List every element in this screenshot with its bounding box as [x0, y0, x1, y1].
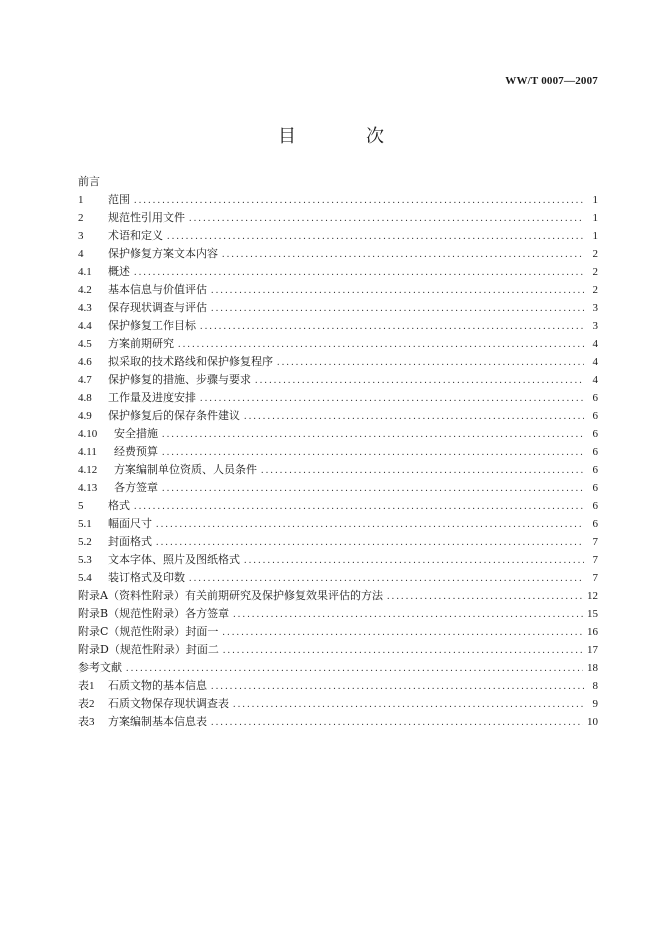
toc-entry-title: 方案编制基本信息表 — [108, 715, 207, 728]
toc-entry-page: 16 — [587, 626, 598, 638]
toc-entry-title: 石质文物保存现状调查表 — [108, 697, 229, 710]
toc-entry[interactable] — [78, 641, 598, 659]
toc-entry[interactable] — [78, 317, 598, 335]
toc-entry-title: 术语和定义 — [108, 229, 163, 242]
toc-entry-title: 方案前期研究 — [108, 337, 174, 350]
toc-entry[interactable] — [78, 587, 598, 605]
toc-entry-number: 4.13 — [78, 482, 98, 494]
toc-entry-title: 附录D（规范性附录）封面二 — [78, 643, 219, 656]
toc-leader-dots — [223, 645, 583, 656]
toc-entry[interactable] — [78, 659, 598, 677]
toc-leader-dots — [261, 465, 584, 476]
toc-entry[interactable] — [78, 191, 598, 209]
toc-leader-dots — [277, 357, 584, 368]
toc-entry-page: 7 — [592, 554, 598, 566]
toc-entry-number: 2 — [78, 212, 84, 224]
toc-entry-title: 格式 — [108, 499, 130, 512]
toc-entry-title: 基本信息与价值评估 — [108, 283, 207, 296]
toc-leader-dots — [211, 681, 584, 692]
toc-entry-title: 工作量及进度安排 — [108, 391, 196, 404]
toc-entry-page: 6 — [592, 410, 598, 422]
toc-entry-title: 各方签章 — [114, 481, 158, 494]
toc-entry-page: 2 — [592, 284, 598, 296]
toc-entry-number: 表3 — [78, 716, 95, 728]
toc-leader-dots — [167, 231, 584, 242]
toc-leader-dots — [233, 609, 583, 620]
toc-entry[interactable] — [78, 371, 598, 389]
toc-entry[interactable] — [78, 551, 598, 569]
toc-entry-number: 表1 — [78, 680, 95, 692]
toc-entry-number: 4.9 — [78, 410, 92, 422]
toc-entry-title: 装订格式及印数 — [108, 571, 185, 584]
toc-entry[interactable] — [78, 281, 598, 299]
toc-entry[interactable] — [78, 407, 598, 425]
toc-entry-page: 15 — [587, 608, 598, 620]
toc-entry-page: 6 — [592, 446, 598, 458]
table-of-contents — [78, 191, 598, 731]
toc-entry-number: 4.2 — [78, 284, 92, 296]
toc-entry[interactable] — [78, 263, 598, 281]
toc-entry-title: 石质文物的基本信息 — [108, 679, 207, 692]
toc-leader-dots — [162, 429, 584, 440]
toc-entry-page: 4 — [592, 356, 598, 368]
toc-entry[interactable] — [78, 227, 598, 245]
toc-entry-number: 1 — [78, 194, 84, 206]
toc-entry-page: 8 — [592, 680, 598, 692]
toc-entry-page: 12 — [587, 590, 598, 602]
toc-entry-page: 3 — [592, 320, 598, 332]
toc-entry[interactable] — [78, 605, 598, 623]
toc-entry-page: 4 — [592, 374, 598, 386]
toc-leader-dots — [222, 249, 584, 260]
toc-entry-number: 3 — [78, 230, 84, 242]
toc-entry-number: 5.2 — [78, 536, 92, 548]
toc-entry-title: 保存现状调查与评估 — [108, 301, 207, 314]
toc-entry[interactable] — [78, 299, 598, 317]
toc-entry-page: 2 — [592, 266, 598, 278]
toc-leader-dots — [178, 339, 584, 350]
toc-leader-dots — [211, 303, 584, 314]
toc-leader-dots — [211, 717, 583, 728]
toc-entry-number: 4.8 — [78, 392, 92, 404]
toc-item-preface[interactable]: 前言 — [78, 175, 100, 188]
toc-entry-title: 附录C（规范性附录）封面一 — [78, 625, 219, 638]
toc-entry-page: 6 — [592, 482, 598, 494]
toc-entry-page: 3 — [592, 302, 598, 314]
toc-entry-number: 5.4 — [78, 572, 92, 584]
toc-leader-dots — [134, 501, 584, 512]
toc-entry-number: 4.11 — [78, 446, 97, 458]
toc-leader-dots — [189, 573, 584, 584]
toc-leader-dots — [134, 195, 584, 206]
toc-entry-title: 附录B（规范性附录）各方签章 — [78, 607, 230, 620]
toc-entry[interactable] — [78, 623, 598, 641]
toc-entry-title: 安全措施 — [114, 427, 158, 440]
toc-entry-title: 保护修复的措施、步骤与要求 — [108, 373, 251, 386]
toc-entry-number: 表2 — [78, 698, 95, 710]
toc-entry-number: 4 — [78, 248, 84, 260]
toc-entry-page: 6 — [592, 392, 598, 404]
toc-leader-dots — [126, 663, 583, 674]
toc-leader-dots — [244, 411, 584, 422]
toc-leader-dots — [222, 627, 583, 638]
toc-entry-title: 保护修复工作目标 — [108, 319, 196, 332]
toc-entry-title: 文本字体、照片及图纸格式 — [108, 553, 240, 566]
toc-leader-dots — [211, 285, 584, 296]
toc-leader-dots — [244, 555, 584, 566]
toc-entry-title: 概述 — [108, 265, 130, 278]
toc-leader-dots — [156, 519, 584, 530]
page-title: 目 次 — [278, 126, 410, 147]
toc-entry[interactable] — [78, 245, 598, 263]
toc-entry-page: 2 — [592, 248, 598, 260]
toc-entry-page: 1 — [592, 212, 598, 224]
toc-entry-title: 保护修复后的保存条件建议 — [108, 409, 240, 422]
toc-entry-number: 4.12 — [78, 464, 98, 476]
toc-entry-page: 17 — [587, 644, 598, 656]
toc-leader-dots — [200, 393, 584, 404]
toc-entry-page: 9 — [592, 698, 598, 710]
toc-entry-number: 4.1 — [78, 266, 92, 278]
toc-entry-page: 18 — [587, 662, 598, 674]
toc-entry-title: 封面格式 — [108, 535, 152, 548]
toc-entry-page: 6 — [592, 518, 598, 530]
toc-entry[interactable] — [78, 677, 598, 695]
toc-entry-title: 拟采取的技术路线和保护修复程序 — [108, 355, 273, 368]
toc-leader-dots — [189, 213, 584, 224]
toc-entry[interactable] — [78, 353, 598, 371]
toc-leader-dots — [134, 267, 584, 278]
toc-entry-number: 5.1 — [78, 518, 92, 530]
toc-entry-title: 保护修复方案文本内容 — [108, 247, 218, 260]
toc-entry-number: 5.3 — [78, 554, 92, 566]
toc-entry-page: 4 — [592, 338, 598, 350]
toc-leader-dots — [162, 483, 584, 494]
toc-entry[interactable] — [78, 713, 598, 731]
toc-entry[interactable] — [78, 443, 598, 461]
toc-entry-title: 范围 — [108, 193, 130, 206]
toc-entry-page: 10 — [587, 716, 598, 728]
toc-entry-page: 6 — [592, 428, 598, 440]
toc-entry[interactable] — [78, 515, 598, 533]
toc-entry-title: 规范性引用文件 — [108, 211, 185, 224]
toc-leader-dots — [255, 375, 584, 386]
toc-entry-number: 4.4 — [78, 320, 92, 332]
toc-entry[interactable] — [78, 497, 598, 515]
toc-entry-title: 方案编制单位资质、人员条件 — [114, 463, 257, 476]
toc-entry-page: 6 — [592, 464, 598, 476]
toc-entry[interactable] — [78, 389, 598, 407]
toc-entry[interactable] — [78, 569, 598, 587]
toc-entry-title: 幅面尺寸 — [108, 517, 152, 530]
toc-entry-page: 7 — [592, 536, 598, 548]
toc-entry-number: 4.7 — [78, 374, 92, 386]
toc-entry-number: 4.6 — [78, 356, 92, 368]
toc-entry-number: 4.5 — [78, 338, 92, 350]
toc-entry-page: 1 — [592, 194, 598, 206]
toc-entry-title: 经费预算 — [114, 445, 158, 458]
toc-entry-title: 附录A（资料性附录）有关前期研究及保护修复效果评估的方法 — [78, 589, 383, 602]
toc-entry-number: 4.3 — [78, 302, 92, 314]
toc-entry-title: 参考文献 — [78, 661, 122, 674]
toc-entry[interactable] — [78, 461, 598, 479]
toc-entry-page: 1 — [592, 230, 598, 242]
toc-leader-dots — [156, 537, 584, 548]
toc-entry[interactable] — [78, 335, 598, 353]
toc-entry-page: 6 — [592, 500, 598, 512]
toc-leader-dots — [387, 591, 583, 602]
toc-entry[interactable] — [78, 695, 598, 713]
toc-entry-number: 5 — [78, 500, 84, 512]
toc-entry-number: 4.10 — [78, 428, 98, 440]
toc-entry[interactable] — [78, 209, 598, 227]
standard-code: WW/T 0007—2007 — [505, 75, 598, 87]
toc-leader-dots — [162, 447, 584, 458]
toc-entry-page: 7 — [592, 572, 598, 584]
toc-entry[interactable] — [78, 479, 598, 497]
toc-entry[interactable] — [78, 425, 598, 443]
toc-leader-dots — [233, 699, 584, 710]
toc-entry[interactable] — [78, 533, 598, 551]
toc-leader-dots — [200, 321, 584, 332]
